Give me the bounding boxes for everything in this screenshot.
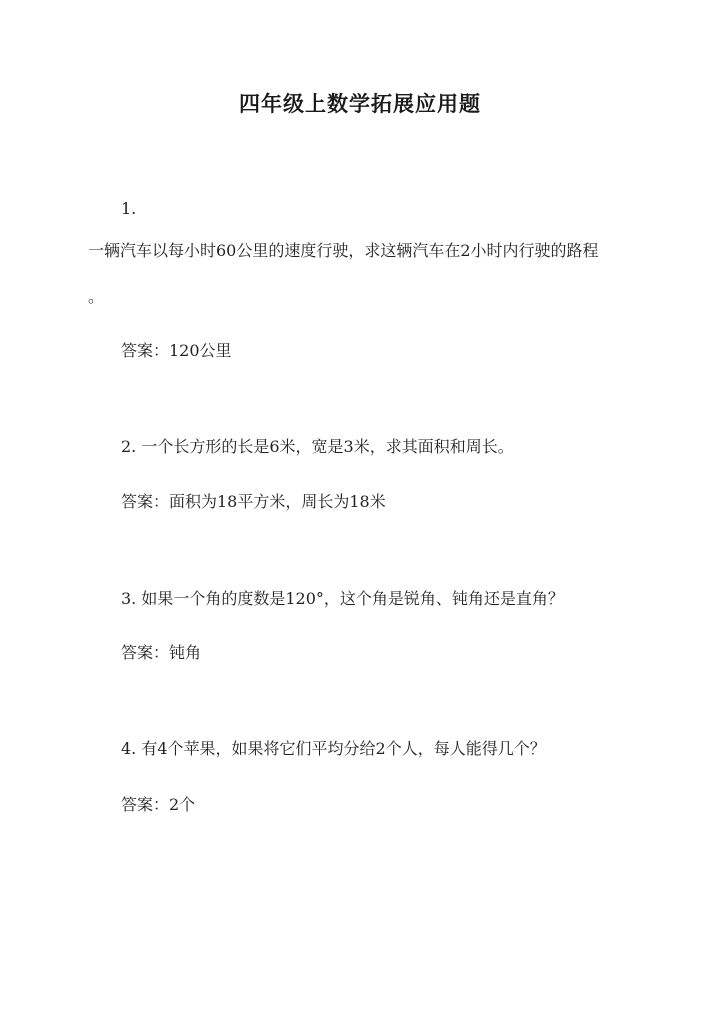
question-3: 3. 如果一个角的度数是120°，这个角是锐角、钝角还是直角？ — [121, 589, 564, 608]
answer-1: 答案：120公里 — [121, 341, 232, 360]
document-title: 四年级上数学拓展应用题 — [239, 91, 481, 116]
answer-4: 答案：2个 — [121, 795, 196, 814]
answer-2: 答案：面积为18平方米，周长为18米 — [121, 492, 386, 511]
question-2: 2. 一个长方形的长是6米，宽是3米，求其面积和周长。 — [121, 437, 514, 456]
question-1-number: 1. — [121, 199, 137, 218]
question-1-text-continued: 。 — [88, 287, 105, 306]
question-4: 4. 有4个苹果，如果将它们平均分给2个人，每人能得几个？ — [121, 739, 546, 758]
question-1-text: 一辆汽车以每小时60公里的速度行驶，求这辆汽车在2小时内行驶的路程 — [88, 241, 599, 260]
answer-3: 答案：钝角 — [121, 643, 202, 662]
